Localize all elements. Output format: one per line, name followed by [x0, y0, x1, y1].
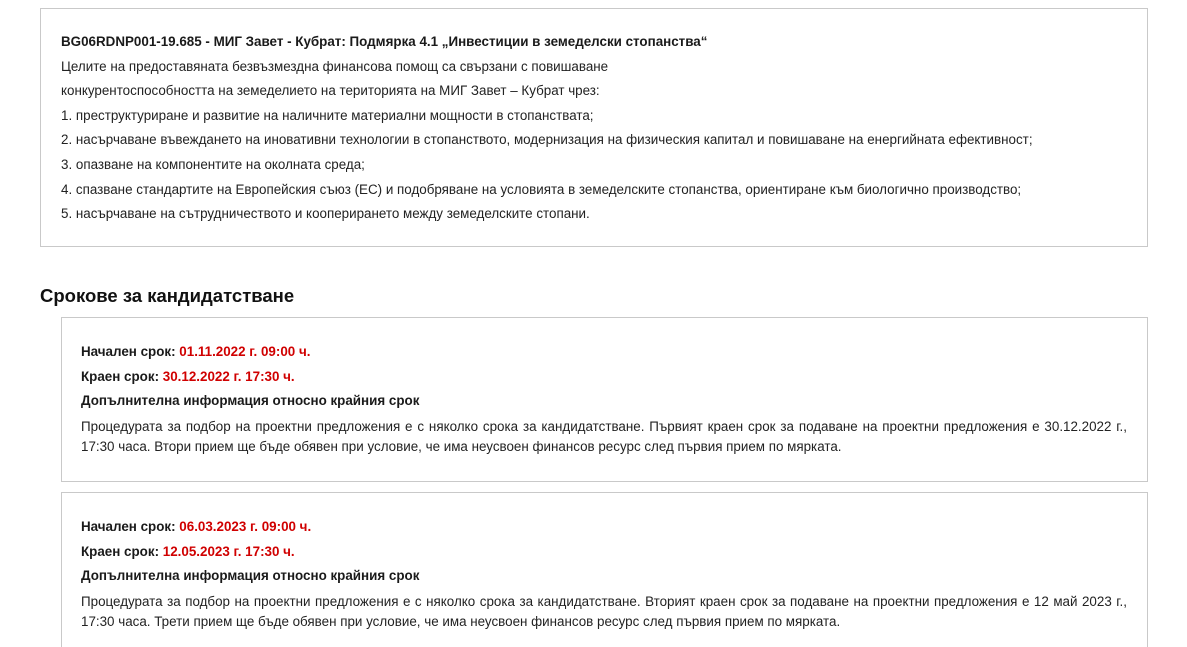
end-date-row	[81, 540, 1127, 565]
objective-item: 3. опазване на компонентите на околната среда;	[61, 156, 365, 172]
intro-line: конкурентоспособността на земеделието на територията на МИГ Завет – Кубрат чрез:	[61, 83, 600, 99]
start-date-row	[81, 515, 1127, 540]
objective-item: 5. насърчаване на сътрудничеството и кооперирането между земеделските стопани.	[61, 206, 590, 222]
start-date-label: Начален срок:	[81, 519, 176, 534]
deadline-description: Процедурата за подбор на проектни предложения е с няколко срока за кандидатстване. Вторият краен срок за подаване на проектни предложения е 12 май 2023 г., 17:30 часа. Трети прием ще бъде обявен при условие, че има неусвоен финансов ресурс след първия прием по мярката.	[81, 593, 1127, 629]
deadline-panel	[61, 492, 1148, 647]
start-date-row	[81, 340, 1127, 365]
objective-item: 4. спазване стандартите на Европейския съюз (ЕС) и подобряване на условията в земеделските стопанства, ориентиране към биологично производство;	[61, 181, 1022, 197]
additional-info-heading: Допълнителна информация относно крайния срок	[81, 393, 420, 408]
end-date-value: 12.05.2023 г. 17:30 ч.	[162, 543, 295, 559]
end-date-label: Краен срок:	[81, 368, 160, 384]
procedure-title: BG06RDNP001-19.685 - МИГ Завет - Кубрат: Подмярка 4.1 „Инвестиции в земеделски стопанства“	[61, 34, 708, 49]
procedure-description-panel	[40, 8, 1148, 247]
start-date-label: Начален срок:	[81, 344, 176, 359]
end-date-row	[81, 365, 1127, 390]
deadline-panel	[61, 317, 1148, 482]
start-date-value: 01.11.2022 г. 09:00 ч.	[179, 344, 311, 359]
deadline-description: Процедурата за подбор на проектни предложения е с няколко срока за кандидатстване. Първият краен срок за подаване на проектни предложения е 30.12.2022 г., 17:30 часа. Втори прием ще бъде обявен при условие, че има неусвоен финансов ресурс след първия прием по мярката.	[81, 418, 1127, 454]
end-date-label: Краен срок:	[81, 543, 160, 559]
start-date-value: 06.03.2023 г. 09:00 ч.	[179, 519, 312, 534]
deadlines-heading: Срокове за кандидатстване	[40, 285, 295, 306]
objective-item: 1. преструктуриране и развитие на наличните материални мощности в стопанствата;	[61, 107, 594, 123]
objective-item: 2. насърчаване въвеждането на иновативни технологии в стопанството, модернизация на физическия капитал и повишаване на енергийната ефективност;	[61, 132, 1033, 148]
additional-info-heading: Допълнителна информация относно крайния срок	[81, 568, 420, 583]
end-date-value: 30.12.2022 г. 17:30 ч.	[162, 368, 295, 384]
intro-line: Целите на предоставяната безвъзмездна финансова помощ са свързани с повишаване	[61, 58, 609, 74]
